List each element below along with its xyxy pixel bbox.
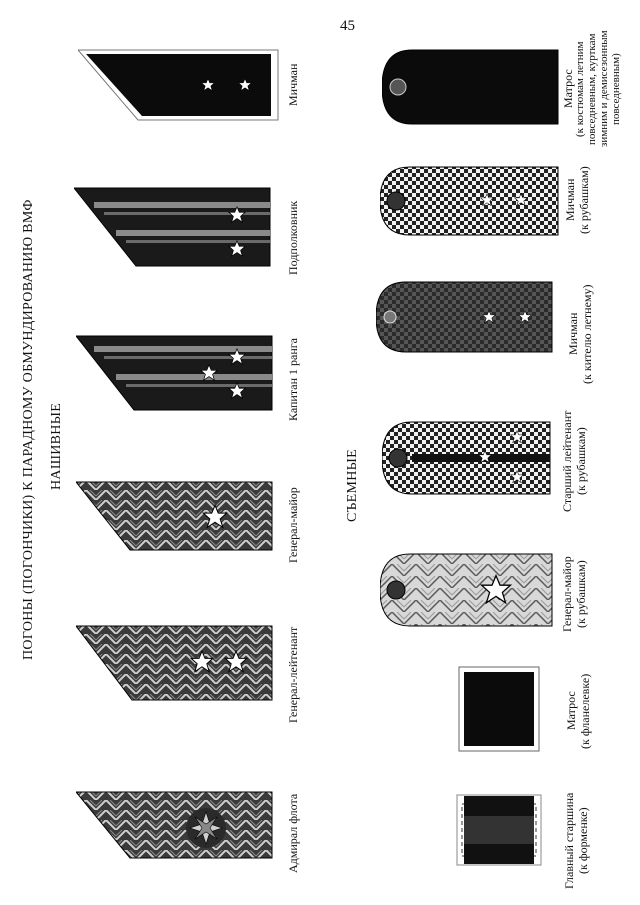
label-michman-tunic-note: (к кителю летнему) bbox=[580, 284, 594, 384]
label-michman-sewn: Мичман bbox=[286, 63, 300, 107]
section-sewn-heading: НАШИВНЫЕ bbox=[49, 402, 64, 490]
label-glavny-starshina-rank: Главный старшина bbox=[562, 792, 576, 890]
label-matros-flanel-note: (к фланелевке) bbox=[578, 673, 592, 749]
label-matros-suit bbox=[562, 30, 622, 148]
label-michman-tunic-rank: Мичман bbox=[566, 312, 580, 356]
shoulder-board-kapitan-1-ranga bbox=[76, 334, 276, 412]
patch-glavny-starshina bbox=[456, 794, 542, 866]
label-general-mayor-shirt bbox=[560, 546, 588, 642]
shoulder-board-michman-shirt bbox=[380, 165, 560, 237]
shoulder-board-starshiy-leytenant bbox=[382, 420, 552, 496]
shoulder-board-admiral-flota bbox=[76, 790, 276, 860]
label-general-mayor-sewn: Генерал-майор bbox=[286, 487, 300, 563]
label-general-mayor-shirt-note: (к рубашкам) bbox=[574, 560, 588, 628]
section-removable-heading: СЪЕМНЫЕ bbox=[345, 448, 360, 522]
label-matros-flanel bbox=[564, 668, 592, 754]
label-michman-shirt bbox=[563, 160, 591, 240]
shoulder-board-general-mayor-shirt bbox=[380, 552, 554, 628]
label-general-leytenant: Генерал-лейтенант bbox=[286, 626, 300, 724]
label-glavny-starshina-note: (к форменке) bbox=[576, 807, 590, 875]
label-glavny-starshina bbox=[562, 786, 590, 896]
label-matros-suit-rank: Матрос bbox=[561, 69, 575, 109]
label-michman-tunic bbox=[566, 278, 594, 390]
label-starshiy-leytenant bbox=[560, 400, 588, 522]
label-starshiy-leytenant-note: (к рубашкам) bbox=[574, 427, 588, 495]
label-michman-shirt-rank: Мичман bbox=[563, 178, 577, 222]
shoulder-board-general-leytenant bbox=[76, 624, 276, 702]
label-podpolkovnik: Подполковник bbox=[286, 200, 300, 276]
label-kapitan-1-ranga: Капитан 1 ранга bbox=[286, 338, 300, 422]
patch-matros-flanel bbox=[458, 666, 540, 752]
page-title: ПОГОНЫ (ПОГОНЧИКИ) К ПАРАДНОМУ ОБМУНДИРОВАНИЮ ВМФ bbox=[21, 199, 36, 660]
shoulder-board-matros-suit bbox=[382, 48, 560, 126]
label-matros-flanel-rank: Матрос bbox=[564, 691, 578, 731]
label-michman-shirt-note: (к рубашкам) bbox=[577, 166, 591, 234]
page-number: 45 bbox=[340, 18, 355, 34]
shoulder-board-michman-sewn bbox=[78, 48, 283, 124]
shoulder-board-podpolkovnik bbox=[74, 186, 274, 270]
label-starshiy-leytenant-rank: Старший лейтенант bbox=[560, 410, 574, 512]
shoulder-board-general-mayor-sewn bbox=[76, 480, 276, 552]
shoulder-board-michman-tunic bbox=[376, 280, 554, 354]
label-general-mayor-shirt-rank: Генерал-майор bbox=[560, 556, 574, 632]
label-matros-suit-note: (к костюмам летним повседневным, курткам зимним и демисезонным повседневным) bbox=[574, 30, 622, 148]
label-admiral-flota: Адмирал флота bbox=[286, 793, 300, 873]
